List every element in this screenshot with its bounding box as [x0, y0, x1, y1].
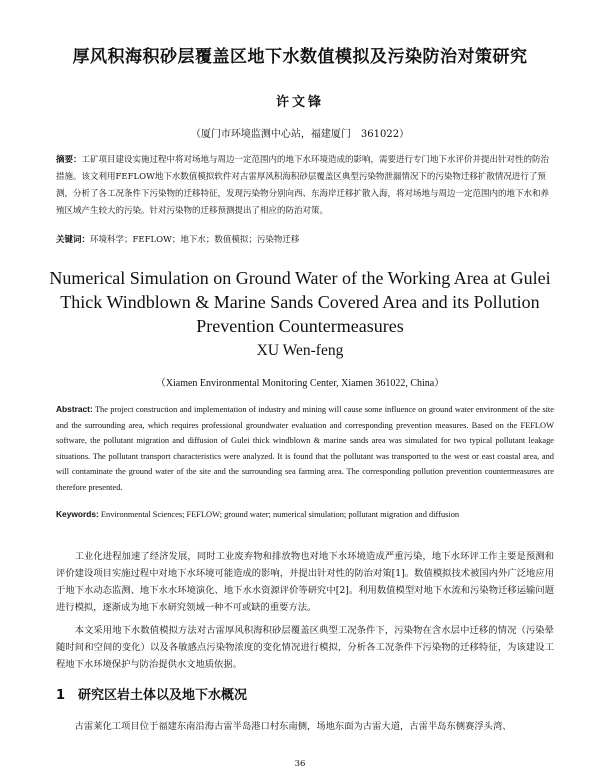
chinese-keywords-text: 环境科学；FEFLOW；地下水；数值模拟；污染物迁移 [90, 235, 300, 245]
body-paragraph-3: 古雷莱化工项目位于福建东南沿海古雷半岛港口村东南侧，场地东面为古雷大道，古雷半岛东侧赛浮头湾、 [74, 721, 512, 732]
chinese-abstract-label: 摘要： [56, 155, 82, 165]
chinese-abstract [56, 152, 554, 220]
chinese-keywords-label: 关键词： [56, 235, 91, 245]
english-abstract-text: The project construction and implementation of industry and mining will cause some influence on ground water environment of the site and the surrounding area, which requires professional groundwater evaluation and corresponding prevention measures. Based on the FEFLOW software, the pollutant migration and diffusion of Gulei thick windblown & marine sands area was simulated for two typical pollutant leakage situations. The pollutant transport characteristics were analyzed. It is found that the pollutant was transported to the west or east coastal area, and will contaminate the ground water of the site and the surrounding sea farming area. The corresponding pollution prevention countermeasures are therefore presented. [56, 405, 554, 492]
english-keywords-text: Environmental Sciences; FEFLOW; ground water; numerical simulation; pollutant migration and diffusion [100, 510, 460, 519]
body-paragraph-1: 工业化进程加速了经济发展，同时工业废弃物和排放物也对地下水环境造成严重污染，地下水环评工作主要是预测和评价建设项目实施过程中对地下水环境可能造成的影响，并提出针对性的防治对策[1]。数值模拟技术被国内外广泛地应用于地下水动态监测、地下水水环境演化、地下水水资源评价等研究中[2]。利用数值模型对地下水流和污染物迁移运输问题进行模拟，逐渐成为地下水研究领域一种不可或缺的重要方法。 [56, 551, 554, 613]
body-paragraph-2: 本文采用地下水数值模拟方法对古雷厚风积海积砂层覆盖区典型工况条件下，污染物在含水层中迁移的情况（污染晕随时间和空间的变化）以及各敏感点污染物浓度的变化情况进行模拟，分析各工况条件下污染物的迁移特征，为该建设工程地下水环境保护与防治提供水文地质依据。 [56, 625, 554, 670]
chinese-keywords [56, 233, 554, 245]
english-title: Numerical Simulation on Ground Water of the Working Area at Gulei Thick Windblown & Marine Sands Covered Area and its Pollution Prevention Countermeasures [49, 268, 551, 336]
english-keywords [56, 509, 554, 519]
chinese-affiliation: （厦门市环境监测中心站，福建厦门 361022） [190, 129, 410, 140]
chinese-author: 许文锋 [275, 95, 324, 110]
chinese-title: 厚风积海积砂层覆盖区地下水数值模拟及污染防治对策研究 [72, 47, 528, 67]
section-heading: 1 研究区岩土体以及地下水概况 [56, 688, 248, 703]
page-number: 36 [294, 759, 306, 769]
english-author: XU Wen-feng [256, 342, 344, 359]
english-keywords-label: Keywords: [56, 509, 99, 519]
english-affiliation: （Xiamen Environmental Monitoring Center, Xiamen 361022, China） [155, 378, 445, 389]
chinese-abstract-text: 工矿项目建设实施过程中将对场地与周边一定范围内的地下水环境造成的影响，需要进行专门地下水评价并提出针对性的防治措施。该文利用FEFLOW地下水数值模拟软件对古雷厚风积海积砂层覆盖区典型污染物泄漏情况下的污染物迁移扩散情况进行了预测，分析了各工况条件下污染物的迁移特征，发现污染物分别向西、东海岸迁移扩散入海，将对场地与周边一定范围内的地下水和养殖区域产生较大的污染。针对污染物的迁移预测提出了相应的防治对策。 [56, 155, 550, 216]
english-abstract [56, 402, 554, 496]
english-abstract-label: Abstract: [56, 404, 93, 414]
